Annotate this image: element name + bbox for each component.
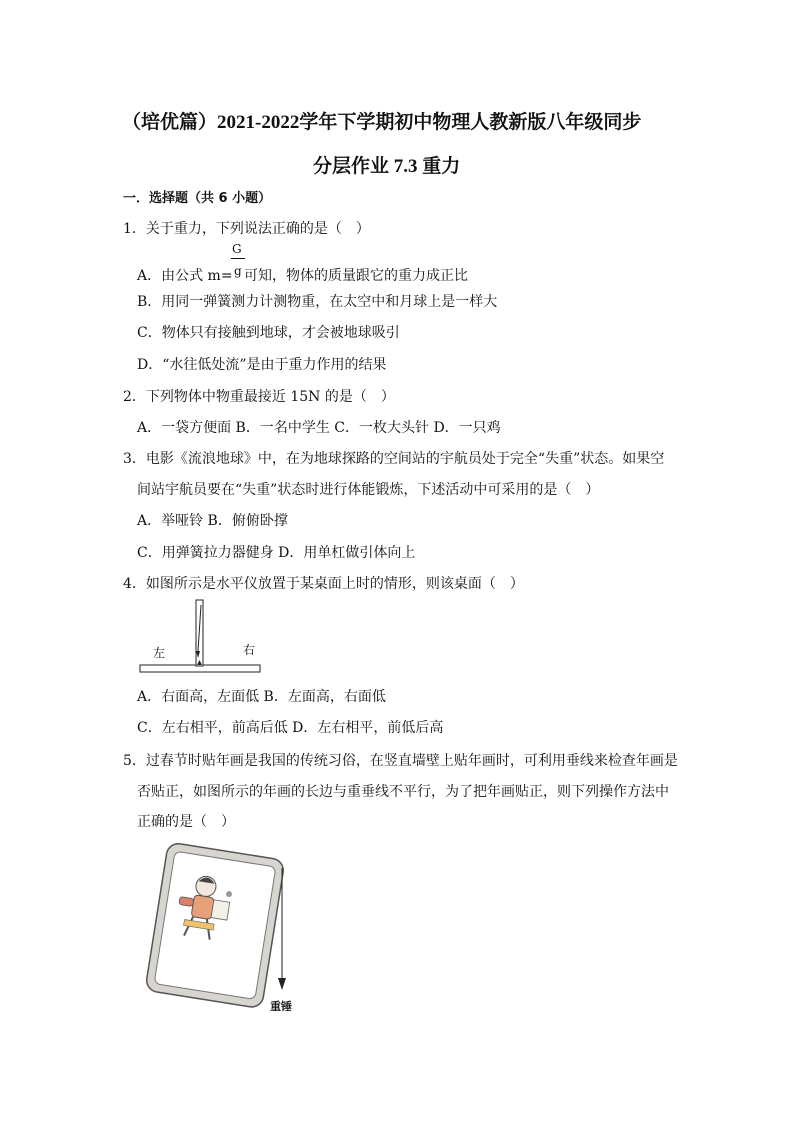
question-1-stem: 1．关于重力，下列说法正确的是（ ） <box>123 221 370 237</box>
question-1-option-b: B．用同一弹簧测力计测物重，在太空中和月球上是一样大 <box>137 294 498 310</box>
question-1-option-a-prefix: A．由公式 m= <box>137 268 233 284</box>
question-2-options: A．一袋方便面 B．一名中学生 C．一枚大头针 D．一只鸡 <box>137 420 501 436</box>
question-4-options-cd: C．左右相平，前高后低 D．左右相平，前低后高 <box>137 720 444 736</box>
formula-numerator: G <box>232 242 242 256</box>
question-1-option-a-suffix: 可知，物体的质量跟它的重力成正比 <box>244 268 468 284</box>
question-5-stem-line1: 5．过春节时贴年画是我国的传统习俗，在竖直墙壁上贴年画时，可利用垂线来检查年画是 <box>123 753 678 769</box>
question-5-stem-line3: 正确的是（ ） <box>137 814 235 830</box>
question-1-option-c: C．物体只有接触到地球，才会被地球吸引 <box>137 325 400 341</box>
question-3-options-cd: C．用弹簧拉力器健身 D．用单杠做引体向上 <box>137 545 416 561</box>
question-3-options-ab: A．举哑铃 B．俯俯卧撑 <box>137 513 288 529</box>
page-title-line1: （培优篇）2021-2022学年下学期初中物理人教新版八年级同步 <box>122 112 642 133</box>
question-4-options-ab: A．右面高，左面低 B．左面高，右面低 <box>137 689 386 705</box>
fraction-bar <box>231 258 245 259</box>
picture-frame <box>145 842 285 1009</box>
question-3-stem-line1: 3．电影《流浪地球》中，在为地球探路的空间站的宇航员处于完全“失重”状态。如果空 <box>123 451 665 467</box>
level-instrument-figure <box>136 596 266 678</box>
page-title-line2: 分层作业 7.3 重力 <box>313 156 461 177</box>
question-5-stem-line2: 否贴正，如图所示的年画的长边与重垂线不平行，为了把年画贴正，则下列操作方法中 <box>137 784 669 800</box>
section-heading: 一．选择题（共 6 小题） <box>123 191 272 206</box>
weight-icon <box>278 978 286 990</box>
question-1-option-d: D．“水往低处流”是由于重力作用的结果 <box>137 357 387 373</box>
formula-denominator: g <box>234 264 242 278</box>
question-2-stem: 2．下列物体中物重最接近 15N 的是（ ） <box>123 389 395 405</box>
question-4-stem: 4．如图所示是水平仪放置于某桌面上时的情形，则该桌面（ ） <box>123 576 524 592</box>
question-3-stem-line2: 间站宇航员要在“失重”状态时进行体能锻炼，下述活动中可采用的是（ ） <box>137 482 600 498</box>
right-label: 右 <box>243 643 256 657</box>
left-label: 左 <box>153 646 166 660</box>
new-year-picture-figure <box>138 840 313 1020</box>
weight-label: 重锤 <box>270 1000 292 1013</box>
